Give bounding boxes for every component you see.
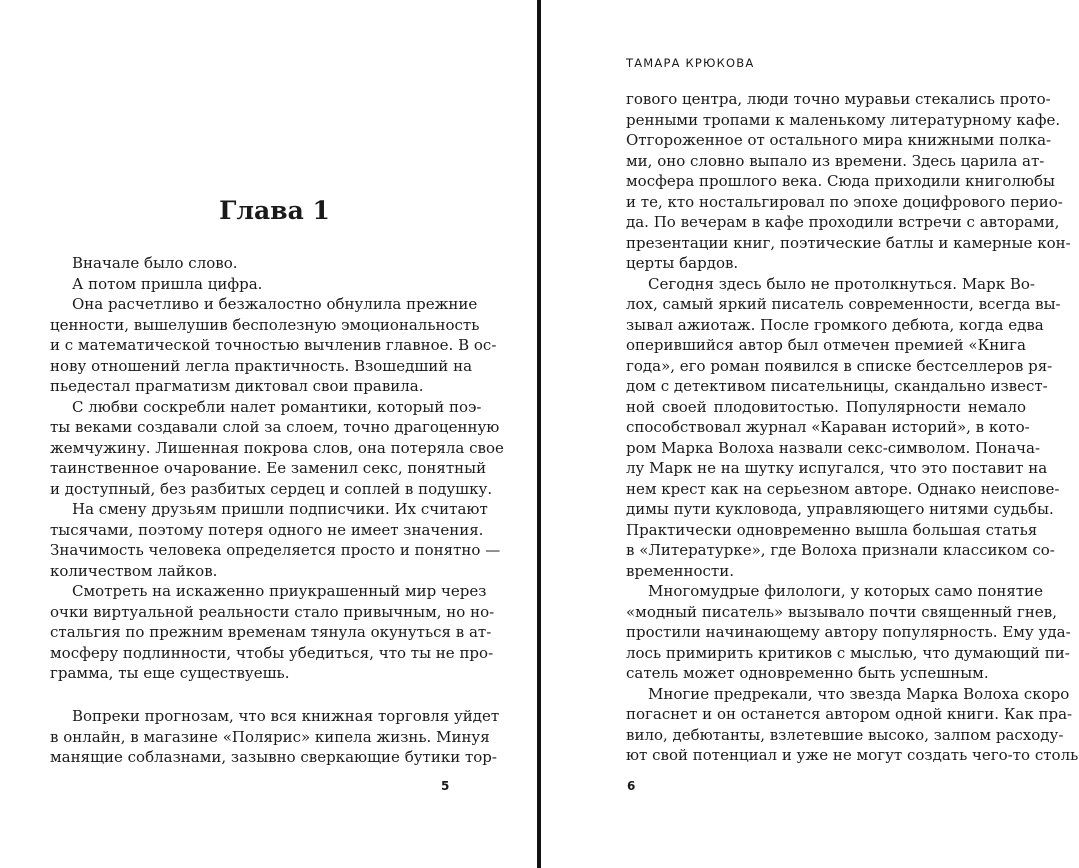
text-line: ми, оно словно выпало из времени. Здесь царила ат- bbox=[626, 151, 1045, 170]
text-line: Практически одновременно вышла большая статья bbox=[626, 520, 1038, 539]
text-line: Вначале было слово. bbox=[72, 254, 238, 272]
text-line: лох, самый яркий писатель современности, всегда вы- bbox=[626, 295, 1061, 313]
text-line: пьедестал прагматизм диктовал свои правила. bbox=[50, 377, 424, 395]
right-body-text bbox=[626, 89, 1079, 766]
text-line: вило, дебютанты, взлетевшие высоко, залпом расходу- bbox=[626, 725, 1064, 744]
text-line: тысячами, поэтому потеря одного не имеет значения. bbox=[50, 520, 484, 539]
running-head: ТАМАРА КРЮКОВА bbox=[626, 56, 755, 70]
text-line: А потом пришла цифра. bbox=[72, 274, 263, 293]
text-line: способствовал журнал «Караван историй», в кото- bbox=[626, 418, 1030, 436]
text-line: дом с детективом писательницы, скандально извест- bbox=[626, 377, 1048, 395]
text-line: и с математической точностью вычленив главное. В ос- bbox=[50, 336, 497, 354]
text-line: «модный писатель» вызывало почти священный гнев, bbox=[626, 602, 1057, 621]
text-line: Вопреки прогнозам, что вся книжная торговля уйдет bbox=[72, 707, 500, 725]
text-line: и доступный, без разбитых сердец и соплей в подушку. bbox=[50, 479, 493, 498]
text-line: ты веками создавали слой за слоем, точно драгоценную bbox=[50, 418, 500, 436]
text-line: Отгороженное от остального мира книжными полка- bbox=[626, 131, 1052, 149]
text-line: ют свой потенциал и уже не могут создать чего-то столь bbox=[626, 746, 1079, 764]
text-line: лось примирить критиков с мыслью, что думающий пи- bbox=[626, 643, 1070, 662]
text-line: Она расчетливо и безжалостно обнулила прежние bbox=[72, 295, 478, 313]
text-line: димы пути кукловода, управляющего нитями судьбы. bbox=[626, 500, 1054, 518]
text-line: презентации книг, поэтические батлы и камерные кон- bbox=[626, 233, 1071, 252]
text-line: На смену друзьям пришли подписчики. Их считают bbox=[72, 500, 488, 518]
text-line: С любви соскребли налет романтики, который поэ- bbox=[72, 397, 482, 416]
page-number: 5 bbox=[441, 779, 450, 793]
text-line: погаснет и он останется автором одной книги. Как пра- bbox=[626, 705, 1073, 723]
text-line: количеством лайков. bbox=[50, 561, 218, 580]
text-line: ренными тропами к маленькому литературному кафе. bbox=[626, 110, 1061, 129]
text-line: мосфера прошлого века. Сюда приходили книголюбы bbox=[626, 172, 1055, 190]
text-line: и те, кто ностальгировал по эпохе доцифрового перио- bbox=[626, 192, 1063, 211]
text-line: Значимость человека определяется просто и понятно — bbox=[50, 541, 501, 559]
text-line: ценности, вышелушив бесполезную эмоциональность bbox=[50, 315, 480, 334]
text-line: оперившийся автор был отмечен премией «Книга bbox=[626, 336, 1026, 354]
text-line: Многие предрекали, что звезда Марка Волоха скоро bbox=[648, 684, 1070, 703]
text-line: жемчужину. Лишенная покрова слов, она потеряла свое bbox=[50, 438, 504, 457]
text-line: в «Литературке», где Волоха признали классиком со- bbox=[626, 541, 1055, 559]
page-number: 6 bbox=[627, 779, 636, 793]
text-line: грамма, ты еще существуешь. bbox=[50, 664, 290, 682]
text-line: да. По вечерам в кафе проходили встречи с авторами, bbox=[626, 213, 1060, 231]
text-line: Смотреть на искаженно приукрашенный мир через bbox=[72, 582, 487, 600]
text-line: манящие соблазнами, зазывно сверкающие бутики тор- bbox=[50, 748, 497, 766]
text-line: года», его роман появился в списке бестселлеров ря- bbox=[626, 356, 1053, 375]
text-line: стальгия по прежним временам тянула окунуться в ат- bbox=[50, 623, 492, 641]
right-page bbox=[541, 0, 1079, 868]
chapter-title: Глава 1 bbox=[219, 196, 330, 225]
text-line: нову отношений легла практичность. Взошедший на bbox=[50, 356, 473, 375]
text-line: Сегодня здесь было не протолкнуться. Марк Во- bbox=[648, 274, 1035, 293]
text-line: Многомудрые филологи, у которых само понятие bbox=[648, 582, 1044, 600]
text-line: простили начинающему автору популярность. Ему уда- bbox=[626, 623, 1071, 641]
text-line: церты бардов. bbox=[626, 254, 739, 272]
text-line: зывал ажиотаж. После громкого дебюта, когда едва bbox=[626, 315, 1044, 334]
text-line: временности. bbox=[626, 561, 734, 580]
text-line: гового центра, люди точно муравьи стекались прото- bbox=[626, 90, 1051, 108]
text-line: лу Марк не на шутку испугался, что это поставит на bbox=[626, 459, 1048, 477]
text-line: ром Марка Волоха назвали секс-символом. Понача- bbox=[626, 438, 1041, 457]
left-body-text-section-2 bbox=[50, 706, 500, 768]
text-line: очки виртуальной реальности стало привычным, но но- bbox=[50, 602, 495, 621]
left-body-text bbox=[50, 253, 504, 684]
text-line: мосферу подлинности, чтобы убедиться, что ты не про- bbox=[50, 643, 494, 662]
text-line: таинственное очарование. Ее заменил секс, понятный bbox=[50, 459, 487, 477]
text-line: сатель может одновременно быть успешным. bbox=[626, 664, 989, 682]
text-line: в онлайн, в магазине «Полярис» кипела жизнь. Минуя bbox=[50, 727, 490, 746]
left-page bbox=[0, 0, 537, 868]
text-line: нем крест как на серьезном авторе. Однако неиспове- bbox=[626, 479, 1060, 498]
text-line: ной своей плодовитостью. Популярности немало bbox=[626, 397, 1026, 416]
